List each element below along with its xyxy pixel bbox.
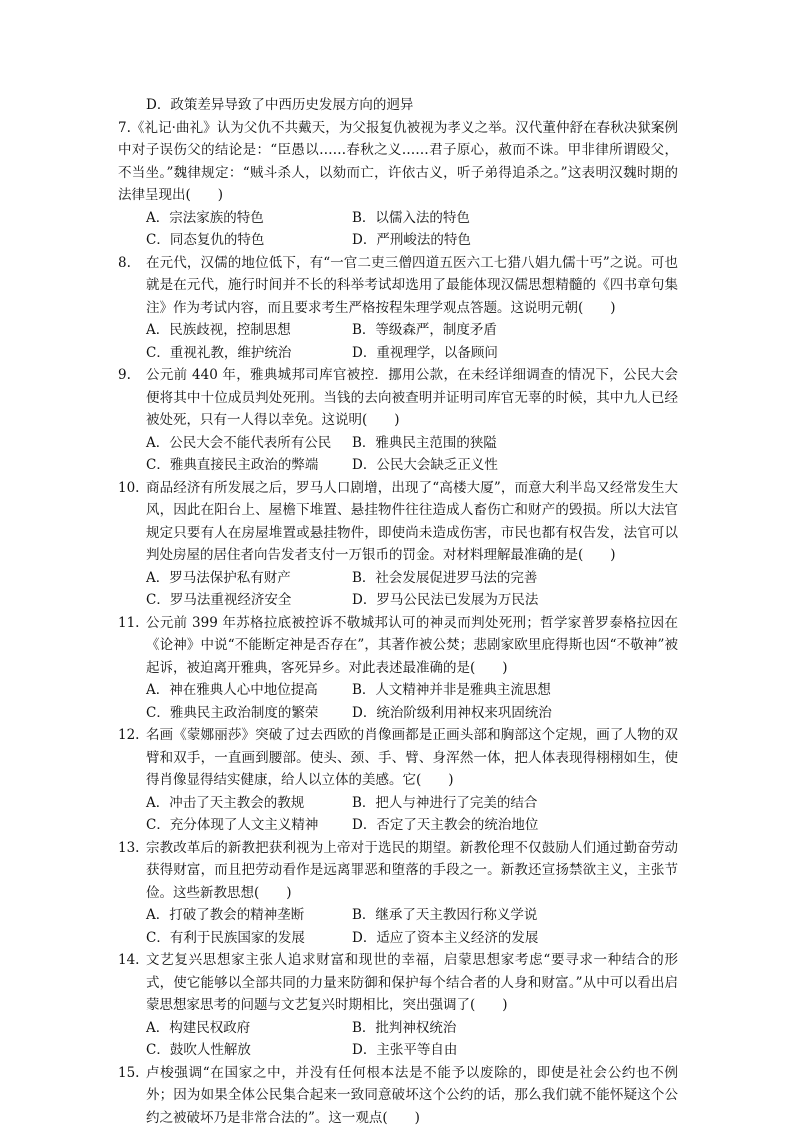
question-13	[118, 837, 678, 950]
option-c[interactable]: C．罗马法重视经济安全	[146, 589, 352, 612]
options	[146, 319, 678, 364]
option-b[interactable]: B．社会发展促进罗马法的完善	[352, 567, 678, 590]
question-stem: 公元前 440 年，雅典城邦司库官被控．挪用公款，在未经详细调查的情况下，公民大会便将其中十位成员判处死刑。当钱的去向被查明并证明司库官无辜的时候，其中九人已经被处死，只有一人得以幸免。这说明( )	[146, 364, 678, 432]
option-a[interactable]: A．神在雅典人心中地位提高	[146, 679, 352, 702]
question-10	[118, 477, 678, 612]
options	[146, 679, 678, 724]
question-14	[118, 949, 678, 1062]
option-d[interactable]: D．公民大会缺乏正义性	[352, 454, 678, 477]
option-c[interactable]: C．鼓吹人性解放	[146, 1039, 352, 1062]
option-c[interactable]: C．充分体现了人文主义精神	[146, 814, 352, 837]
question-stem: 宗教改革后的新教把获利视为上帝对于选民的期望。新教伦理不仅鼓励人们通过勤奋劳动获得财富，而且把劳动看作是远离罪恶和堕落的手段之一。新教还宣扬禁欲主义，主张节俭。这些新教思想( )	[146, 837, 678, 905]
option-d[interactable]: D．统治阶级利用神权来巩固统治	[352, 702, 678, 725]
continued-option: D．政策差异导致了中西历史发展方向的迥异	[118, 94, 678, 117]
option-d[interactable]: D．罗马公民法已发展为万民法	[352, 589, 678, 612]
question-8	[118, 252, 678, 365]
question-stem: 文艺复兴思想家主张人追求财富和现世的幸福，启蒙思想家考虑“要寻求一种结合的形式，使它能够以全部共同的力量来防御和保护每个结合者的人身和财富。”从中可以看出启蒙思想家思考的问题与文艺复兴时期相比，突出强调了( )	[146, 949, 678, 1017]
question-stem: 在元代，汉儒的地位低下，有“一官二吏三僧四道五医六工七猎八娼九儒十丐”之说。可也就是在元代，施行时间并不长的科举考试却选用了最能体现汉儒思想精髓的《四书章句集注》作为考试内容，而且要求考生严格按程朱理学观点答题。这说明元朝( )	[146, 252, 678, 320]
question-12	[118, 724, 678, 837]
question-number: 13.	[118, 837, 139, 860]
option-b[interactable]: B．等级森严，制度矛盾	[352, 319, 678, 342]
option-d[interactable]: D．否定了天主教会的统治地位	[352, 814, 678, 837]
question-number: 8.	[118, 252, 131, 275]
option-a[interactable]: A．构建民权政府	[146, 1017, 352, 1040]
question-number: 11.	[118, 612, 139, 635]
question-number: 15.	[118, 1062, 139, 1085]
question-number: 9.	[118, 364, 131, 387]
question-7	[118, 117, 678, 252]
question-9	[118, 364, 678, 477]
options	[146, 432, 678, 477]
option-a[interactable]: A．罗马法保护私有财产	[146, 567, 352, 590]
option-a[interactable]: A．公民大会不能代表所有公民	[146, 432, 352, 455]
option-a[interactable]: A．民族歧视，控制思想	[146, 319, 352, 342]
option-a[interactable]: A．宗法家族的特色	[146, 207, 352, 230]
question-number: 7.	[118, 120, 131, 136]
option-b[interactable]: B．把人与神进行了完美的结合	[352, 792, 678, 815]
options	[146, 792, 678, 837]
question-stem	[118, 117, 678, 207]
option-c[interactable]: C．雅典直接民主政治的弊端	[146, 454, 352, 477]
option-a[interactable]: A．冲击了天主教会的教规	[146, 792, 352, 815]
option-c[interactable]: C．重视礼教，维护统治	[146, 342, 352, 365]
options	[118, 207, 678, 252]
option-a[interactable]: A．打破了教会的精神垄断	[146, 904, 352, 927]
question-number: 10.	[118, 477, 139, 500]
question-number: 12.	[118, 724, 139, 747]
option-b[interactable]: B．以儒入法的特色	[352, 207, 678, 230]
options	[146, 1017, 678, 1062]
option-c[interactable]: C．雅典民主政治制度的繁荣	[146, 702, 352, 725]
option-d[interactable]: D．严刑峻法的特色	[352, 229, 678, 252]
question-stem: 名画《蒙娜丽莎》突破了过去西欧的肖像画都是正画头部和胸部这个定规，画了人物的双臂和双手，一直画到腰部。使头、颈、手、臂、身浑然一体，把人体表现得栩栩如生，使得肖像显得结实健康，给人以立体的美感。它( )	[146, 724, 678, 792]
option-d[interactable]: D．主张平等自由	[352, 1039, 678, 1062]
option-b[interactable]: B．继承了天主教因行称义学说	[352, 904, 678, 927]
question-text: 《礼记·曲礼》认为父仇不共戴天，为父报复仇被视为孝义之举。汉代董仲舒在春秋决狱案例中对子误伤父的结论是：“臣愚以……春秋之义……君子原心，赦而不诛。甲非律所谓殴父，不当坐。”魏律规定：“贼斗杀人，以劾而亡，许依古义，听子弟得追杀之。”这表明汉魏时期的法律呈现出( )	[118, 120, 678, 204]
question-number: 14.	[118, 949, 139, 972]
question-15	[118, 1062, 678, 1129]
option-d[interactable]: D．重视理学，以备顾问	[352, 342, 678, 365]
question-list	[118, 94, 678, 1129]
question-stem: 商品经济有所发展之后，罗马人口剧增，出现了“高楼大厦”，而意大利半岛又经常发生大风，因此在阳台上、屋檐下堆置、悬挂物件往往造成人畜伤亡和财产的毁损。所以大法官规定只要有人在房屋堆置或悬挂物件，即使尚未造成伤害，市民也都有权告发，法官可以判处房屋的居住者向告发者支付一万银币的罚金。对材料理解最准确的是( )	[146, 477, 678, 567]
question-11	[118, 612, 678, 725]
options	[146, 567, 678, 612]
question-stem: 公元前 399 年苏格拉底被控诉不敬城邦认可的神灵而判处死刑；哲学家普罗泰格拉因在《论神》中说“不能断定神是否存在”，其著作被公焚；悲剧家欧里庇得斯也因“不敬神”被起诉，被迫离开雅典，客死异乡。对此表述最准确的是( )	[146, 612, 678, 680]
question-stem: 卢梭强调“在国家之中，并没有任何根本法是不能予以废除的，即使是社会公约也不例外；因为如果全体公民集合起来一致同意破坏这个公约的话，那么我们就不能怀疑这个公约之被破坏乃是非常合法的”。这一观点( )	[146, 1062, 678, 1129]
option-c[interactable]: C．同态复仇的特色	[146, 229, 352, 252]
option-c[interactable]: C．有利于民族国家的发展	[146, 927, 352, 950]
option-b[interactable]: B．批判神权统治	[352, 1017, 678, 1040]
option-b[interactable]: B．雅典民主范围的狭隘	[352, 432, 678, 455]
options	[146, 904, 678, 949]
option-b[interactable]: B．人文精神并非是雅典主流思想	[352, 679, 678, 702]
option-d[interactable]: D．适应了资本主义经济的发展	[352, 927, 678, 950]
